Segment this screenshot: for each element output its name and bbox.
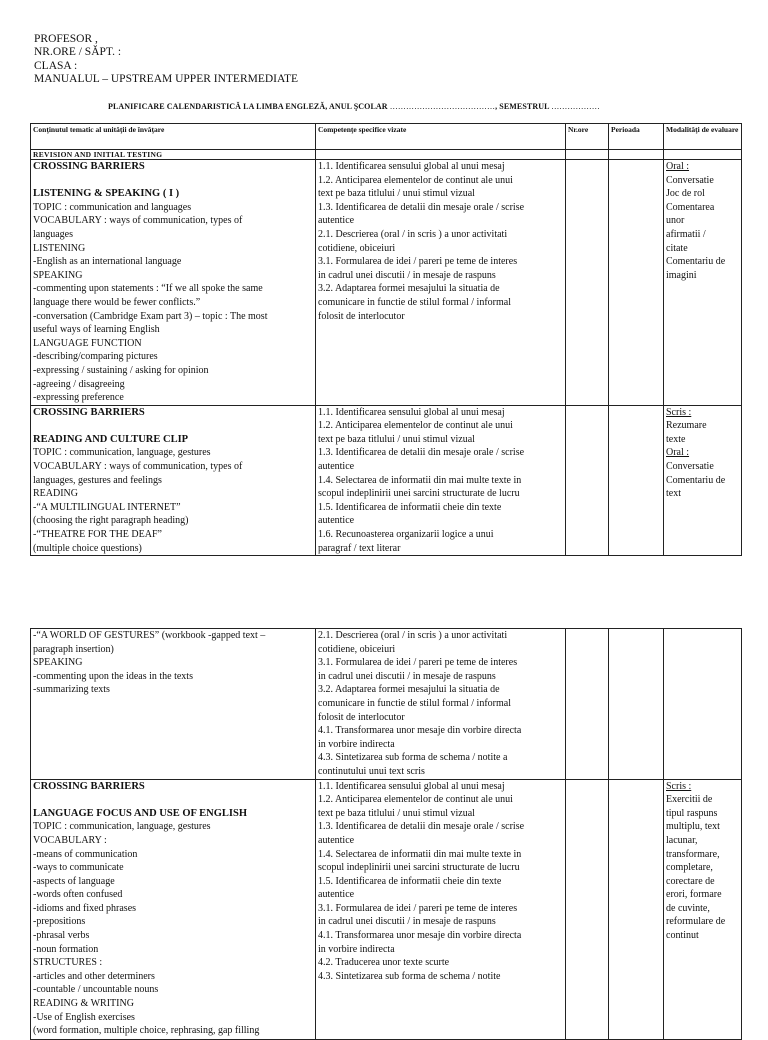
hours-per-week-line: NR.ORE / SĂPT. : — [34, 46, 122, 59]
row1-content: CROSSING BARRIERS LISTENING & SPEAKING ( I ) TOPIC : communication and languages VOCABULARY : ways of communication, types of languages LISTENING -English as an international language SPEAKING -commenting upon statements : “If we all spoke the same language there would be fewer conflicts.” -conversation (Cambridge Exam part 3) – topic : The most useful ways of learning English LANGUAGE FUNCTION -describing/comparing pictures -expressing / sustaining / asking for opinion -agreeing / disagreeing -expressing preference — [31, 160, 316, 406]
header-competences: Competenţe specifice vizate — [316, 124, 566, 150]
row2-content: CROSSING BARRIERS READING AND CULTURE CLIP TOPIC : communication, language, gestures VOCABULARY : ways of communication, types of languages, gestures and feelings READING -“A MULTILINGUAL INTERNET” (choosing the right paragraph heading) -“THEATRE FOR THE DEAF” (multiple choice questions) — [31, 405, 316, 556]
row4-content: CROSSING BARRIERS LANGUAGE FOCUS AND USE OF ENGLISH TOPIC : communication, language, gestures VOCABULARY : -means of communication -ways to communicate -aspects of language -words often confused -idioms and fixed phrases -prepositions -phrasal verbs -noun formation STRUCTURES : -articles and other determiners -countable / uncountable nouns READING & WRITING -Use of English exercises (word formation, multiple choice, rephrasing, gap filling — [31, 779, 316, 1039]
document-title — [108, 102, 600, 111]
row2-competences: 1.1. Identificarea sensului global al unui mesaj 1.2. Anticiparea elementelor de continut ale unui text pe baza titlului / unui stimul vizual 1.3. Identificarea de detalii din mesaje orale / scrise autentice 1.4. Selectarea de informatii din mai multe texte in scopul indeplinirii unei sarcini structurate de lucru 1.5. Identificarea de informatii cheie din texte autentice 1.6. Recunoasterea organizarii logice a unui paragraf / text literar — [316, 405, 566, 556]
row4-evaluation: Scris : Exercitii de tipul raspuns multiplu, text lacunar, transformare, completare, corectare de erori, formare de cuvinte, reformulare de continut — [664, 779, 742, 1039]
row4-period — [609, 779, 664, 1039]
row3-evaluation — [664, 629, 742, 780]
row2-period — [609, 405, 664, 556]
title-semester-dots: ……………… — [551, 102, 600, 111]
row1-evaluation: Oral : Conversatie Joc de rol Comentarea unor afirmatii / citate Comentariu de imagini — [664, 160, 742, 406]
planning-table-2 — [30, 628, 742, 1040]
planning-table-1 — [30, 123, 742, 556]
table-row-gestures — [31, 629, 742, 780]
row4-competences: 1.1. Identificarea sensului global al unui mesaj 1.2. Anticiparea elementelor de continut ale unui text pe baza titlului / unui stimul vizual 1.3. Identificarea de detalii din mesaje orale / scrise autentice 1.4. Selectarea de informatii din mai multe texte in scopul indeplinirii unei sarcini structurate de lucru 1.5. Identificarea de informatii cheie din texte autentice 3.1. Formularea de idei / pareri pe teme de interes in cadrul unei discutii / in mesaje de raspuns 4.1. Transformarea unor mesaje din vorbire directa in vorbire indirecta 4.2. Traducerea unor texte scurte 4.3. Sintetizarea sub forma de schema / notite — [316, 779, 566, 1039]
header-evaluation: Modalităţi de evaluare — [664, 124, 742, 150]
row2-evaluation: Scris : Rezumare texte Oral : Conversatie Comentariu de text — [664, 405, 742, 556]
table-header-row — [31, 124, 742, 150]
textbook-line: MANUALUL – UPSTREAM UPPER INTERMEDIATE — [34, 73, 299, 86]
table-row-reading — [31, 405, 742, 556]
row2-hours — [566, 405, 609, 556]
header-content: Conţinutul tematic al unităţii de învăţare — [31, 124, 316, 150]
title-main: PLANIFICARE CALENDARISTICĂ LA LIMBA ENGLEZĂ, ANUL ŞCOLAR — [108, 102, 388, 111]
revision-row — [31, 150, 742, 160]
row4-hours — [566, 779, 609, 1039]
row3-competences: 2.1. Descrierea (oral / in scris ) a unor activitati cotidiene, obiceiuri 3.1. Formularea de idei / pareri pe teme de interes in cadrul unei discutii / in mesaje de raspuns 3.2. Adaptarea formei mesajului la situatia de comunicare in functie de stilul formal / informal folosit de interlocutor 4.1. Transformarea unor mesaje din vorbire directa in vorbire indirecta 4.3. Sintetizarea sub forma de schema / notite a continutului unui text scris — [316, 629, 566, 780]
header-period: Perioada — [609, 124, 664, 150]
row3-content: -“A WORLD OF GESTURES” (workbook -gapped text – paragraph insertion) SPEAKING -commenting upon the ideas in the texts -summarizing texts — [31, 629, 316, 780]
title-semester: , SEMESTRUL — [495, 102, 550, 111]
row1-period — [609, 160, 664, 406]
row3-period — [609, 629, 664, 780]
header-hours: Nr.ore — [566, 124, 609, 150]
document-header — [34, 33, 298, 87]
revision-label: REVISION AND INITIAL TESTING — [31, 150, 316, 160]
row1-hours — [566, 160, 609, 406]
class-line: CLASA : — [34, 59, 78, 72]
row1-competences: 1.1. Identificarea sensului global al unui mesaj 1.2. Anticiparea elementelor de continut ale unui text pe baza titlului / unui stimul vizual 1.3. Identificarea de detalii din mesaje orale / scrise autentice 2.1. Descrierea (oral / in scris ) a unor activitati cotidiene, obiceiuri 3.1. Formularea de idei / pareri pe teme de interes in cadrul unei discutii / in mesaje de raspuns 3.2. Adaptarea formei mesajului la situatia de comunicare in functie de stilul formal / informal folosit de interlocutor — [316, 160, 566, 406]
table-row-language-focus — [31, 779, 742, 1039]
title-school-year-dots: ………………………………… — [389, 102, 496, 111]
table-row-listening — [31, 160, 742, 406]
row3-hours — [566, 629, 609, 780]
profesor-line: PROFESOR , — [34, 33, 98, 45]
